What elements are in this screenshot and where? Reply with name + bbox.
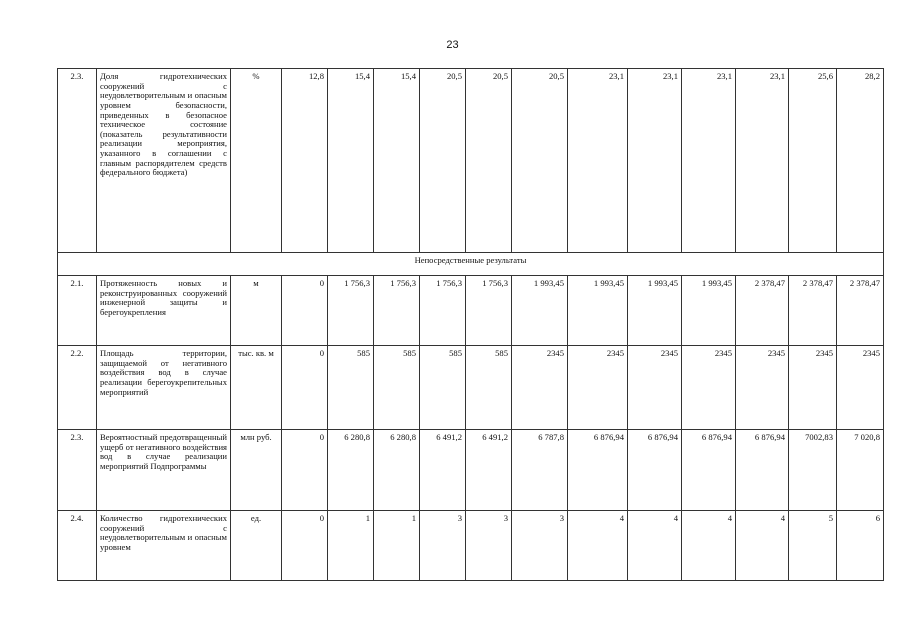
value-cell: 585 xyxy=(328,346,374,430)
value-cell: 1 756,3 xyxy=(466,276,512,346)
value-cell: 2345 xyxy=(682,346,736,430)
indicator-name: Протяженность новых и реконструированных сооружений инженерной защиты и берегоукрепления xyxy=(97,276,231,346)
value-cell: 3 xyxy=(512,511,568,581)
row-number: 2.2. xyxy=(58,346,97,430)
unit-of-measure: м xyxy=(231,276,282,346)
page-number: 23 xyxy=(446,39,459,51)
value-cell: 4 xyxy=(682,511,736,581)
row-number: 2.3. xyxy=(58,69,97,253)
unit-of-measure: тыс. кв. м xyxy=(231,346,282,430)
value-cell: 6 xyxy=(837,511,884,581)
value-cell: 2 378,47 xyxy=(837,276,884,346)
table-row xyxy=(58,346,884,430)
table-row xyxy=(58,511,884,581)
value-cell: 25,6 xyxy=(789,69,837,253)
value-cell: 6 876,94 xyxy=(736,430,789,511)
unit-of-measure: ед. xyxy=(231,511,282,581)
value-cell: 15,4 xyxy=(328,69,374,253)
value-cell: 585 xyxy=(374,346,420,430)
value-cell: 3 xyxy=(466,511,512,581)
section-title: Непосредственные результаты xyxy=(58,253,884,276)
value-cell: 1 993,45 xyxy=(682,276,736,346)
value-cell: 20,5 xyxy=(420,69,466,253)
value-cell: 20,5 xyxy=(466,69,512,253)
value-cell: 1 756,3 xyxy=(420,276,466,346)
value-cell: 1 993,45 xyxy=(512,276,568,346)
value-cell: 4 xyxy=(628,511,682,581)
value-cell: 6 876,94 xyxy=(568,430,628,511)
row-number: 2.1. xyxy=(58,276,97,346)
value-cell: 7002,83 xyxy=(789,430,837,511)
indicator-name: Площадь территории, защищаемой от негативного воздействия вод в случае реализации берегоукрепительных мероприятий xyxy=(97,346,231,430)
indicator-name: Доля гидротехнических сооружений с неудовлетворительным и опасным уровнем безопасности, приведенных в безопасное техническое состояние (показатель результативности реализации мероприятия, указанного в соглашении с главным распорядителем средств федерального бюджета) xyxy=(97,69,231,253)
value-cell: 20,5 xyxy=(512,69,568,253)
value-cell: 6 280,8 xyxy=(328,430,374,511)
value-cell: 0 xyxy=(282,430,328,511)
value-cell: 23,1 xyxy=(682,69,736,253)
value-cell: 2345 xyxy=(736,346,789,430)
value-cell: 2345 xyxy=(628,346,682,430)
value-cell: 1 993,45 xyxy=(568,276,628,346)
table-row xyxy=(58,276,884,346)
value-cell: 3 xyxy=(420,511,466,581)
value-cell: 1 756,3 xyxy=(374,276,420,346)
value-cell: 12,8 xyxy=(282,69,328,253)
value-cell: 1 756,3 xyxy=(328,276,374,346)
value-cell: 1 xyxy=(328,511,374,581)
value-cell: 585 xyxy=(466,346,512,430)
value-cell: 5 xyxy=(789,511,837,581)
value-cell: 6 491,2 xyxy=(420,430,466,511)
value-cell: 6 280,8 xyxy=(374,430,420,511)
value-cell: 7 020,8 xyxy=(837,430,884,511)
section-row xyxy=(58,253,884,276)
value-cell: 1 993,45 xyxy=(628,276,682,346)
value-cell: 2345 xyxy=(568,346,628,430)
value-cell: 585 xyxy=(420,346,466,430)
value-cell: 6 876,94 xyxy=(682,430,736,511)
value-cell: 28,2 xyxy=(837,69,884,253)
value-cell: 0 xyxy=(282,511,328,581)
value-cell: 0 xyxy=(282,276,328,346)
value-cell: 6 876,94 xyxy=(628,430,682,511)
indicators-table xyxy=(57,68,884,581)
table-row xyxy=(58,430,884,511)
value-cell: 23,1 xyxy=(736,69,789,253)
value-cell: 6 787,8 xyxy=(512,430,568,511)
value-cell: 15,4 xyxy=(374,69,420,253)
row-number: 2.3. xyxy=(58,430,97,511)
indicator-name: Вероятностный предотвращенный ущерб от негативного воздействия вод в случае реализации мероприятий Подпрограммы xyxy=(97,430,231,511)
unit-of-measure: % xyxy=(231,69,282,253)
value-cell: 0 xyxy=(282,346,328,430)
table-row xyxy=(58,69,884,253)
value-cell: 4 xyxy=(568,511,628,581)
value-cell: 2345 xyxy=(512,346,568,430)
value-cell: 2345 xyxy=(789,346,837,430)
value-cell: 4 xyxy=(736,511,789,581)
value-cell: 2 378,47 xyxy=(736,276,789,346)
unit-of-measure: млн руб. xyxy=(231,430,282,511)
value-cell: 23,1 xyxy=(568,69,628,253)
row-number: 2.4. xyxy=(58,511,97,581)
value-cell: 2345 xyxy=(837,346,884,430)
value-cell: 2 378,47 xyxy=(789,276,837,346)
value-cell: 6 491,2 xyxy=(466,430,512,511)
indicator-name: Количество гидротехнических сооружений с неудовлетворительным и опасным уровнем xyxy=(97,511,231,581)
value-cell: 1 xyxy=(374,511,420,581)
value-cell: 23,1 xyxy=(628,69,682,253)
